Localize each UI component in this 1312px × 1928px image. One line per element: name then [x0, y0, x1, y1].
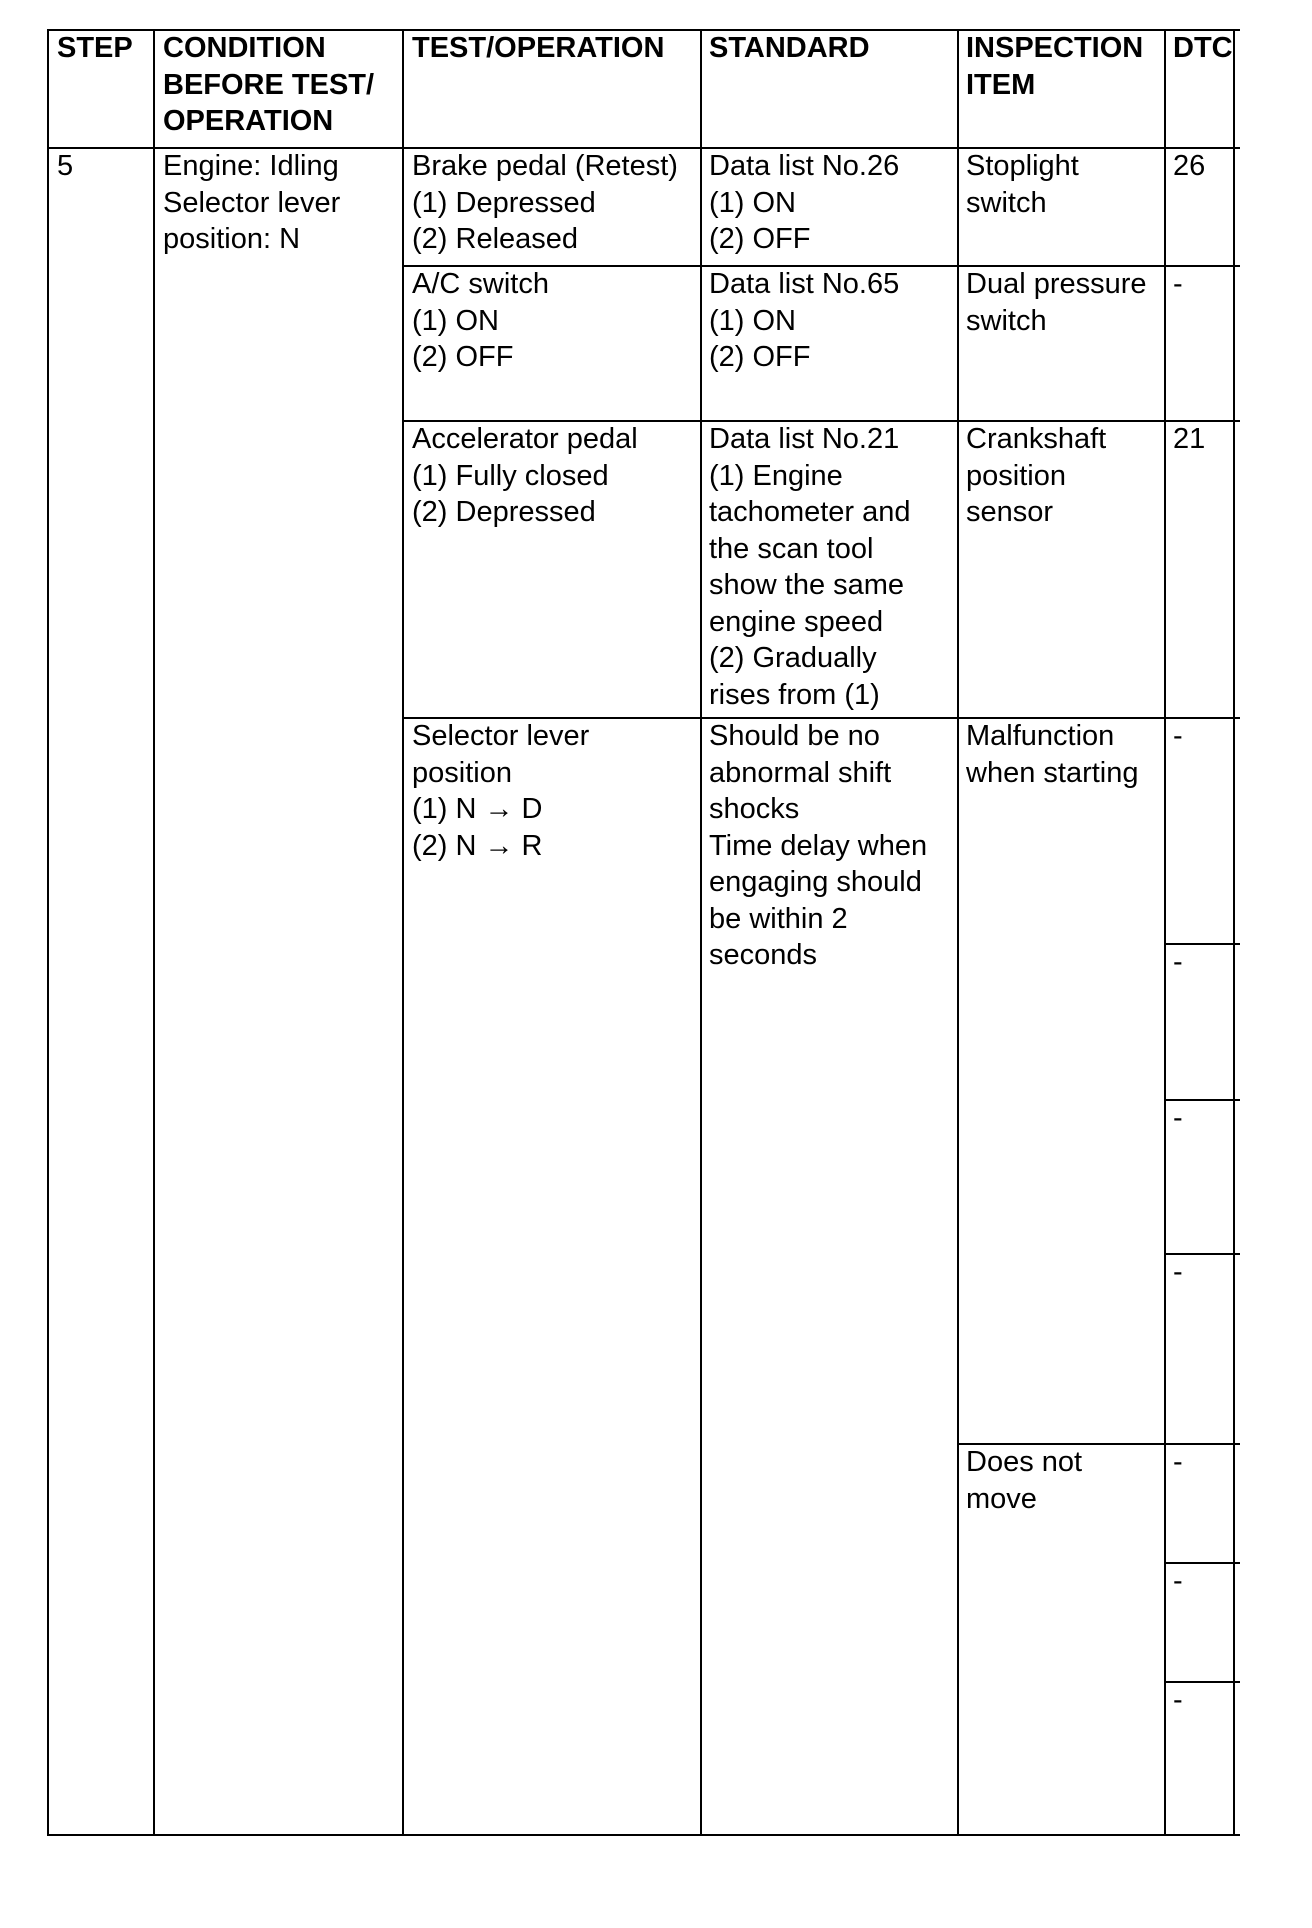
dtc-value: - [1173, 1565, 1183, 1597]
dtc-value: - [1173, 1446, 1183, 1478]
dtc-value: - [1173, 1256, 1183, 1288]
header-dtc: DTC [1173, 32, 1233, 64]
header-condition: CONDITION BEFORE TEST/ OPERATION [163, 32, 375, 137]
inspection-item-text: Crankshaft position sensor [966, 423, 1107, 528]
condition-text: Engine: Idling Selector lever position: N [163, 150, 341, 255]
column-divider [1164, 29, 1166, 1836]
column-divider [957, 29, 959, 1836]
table-border-right [1233, 29, 1235, 1836]
standard-text: Data list No.26 (1) ON (2) OFF [709, 150, 900, 255]
standard-text: Data list No.21 (1) Engine tachometer and the scan tool show the same engine speed (2) Gradually rises from (1) [709, 423, 911, 711]
table-border-bottom [47, 1834, 1240, 1836]
column-divider [700, 29, 702, 1836]
dtc-value: - [1173, 720, 1183, 752]
dtc-value: - [1173, 1684, 1183, 1716]
standard-text: Data list No.65 (1) ON (2) OFF [709, 268, 900, 373]
dtc-value: 21 [1173, 423, 1206, 455]
test-operation-text: A/C switch (1) ON (2) OFF [412, 268, 549, 373]
inspection-item-text: Dual pressure switch [966, 268, 1147, 337]
dtc-value: - [1173, 1102, 1183, 1134]
table-border-left [47, 29, 49, 1836]
header-step: STEP [57, 32, 133, 64]
inspection-item-text: Does not move [966, 1446, 1083, 1515]
column-divider [402, 29, 404, 1836]
inspection-item-text: Malfunction when starting [966, 720, 1139, 789]
header-inspection-item: INSPECTION ITEM [966, 32, 1144, 101]
dtc-value: 26 [1173, 150, 1206, 182]
dtc-value: - [1173, 268, 1183, 300]
dtc-value: - [1173, 946, 1183, 978]
standard-text: Should be no abnormal shift shocks Time delay when engaging should be within 2 seconds [709, 720, 928, 971]
test-operation-text: Accelerator pedal (1) Fully closed (2) Depressed [412, 423, 638, 528]
column-divider [153, 29, 155, 1836]
inspection-item-text: Stoplight switch [966, 150, 1079, 219]
step-number: 5 [57, 150, 74, 182]
test-operation-text: Brake pedal (Retest) (1) Depressed (2) Released [412, 150, 678, 255]
header-test-operation: TEST/OPERATION [412, 32, 665, 64]
header-standard: STANDARD [709, 32, 870, 64]
test-operation-text: Selector lever position (1) N → D (2) N → R [412, 720, 590, 862]
